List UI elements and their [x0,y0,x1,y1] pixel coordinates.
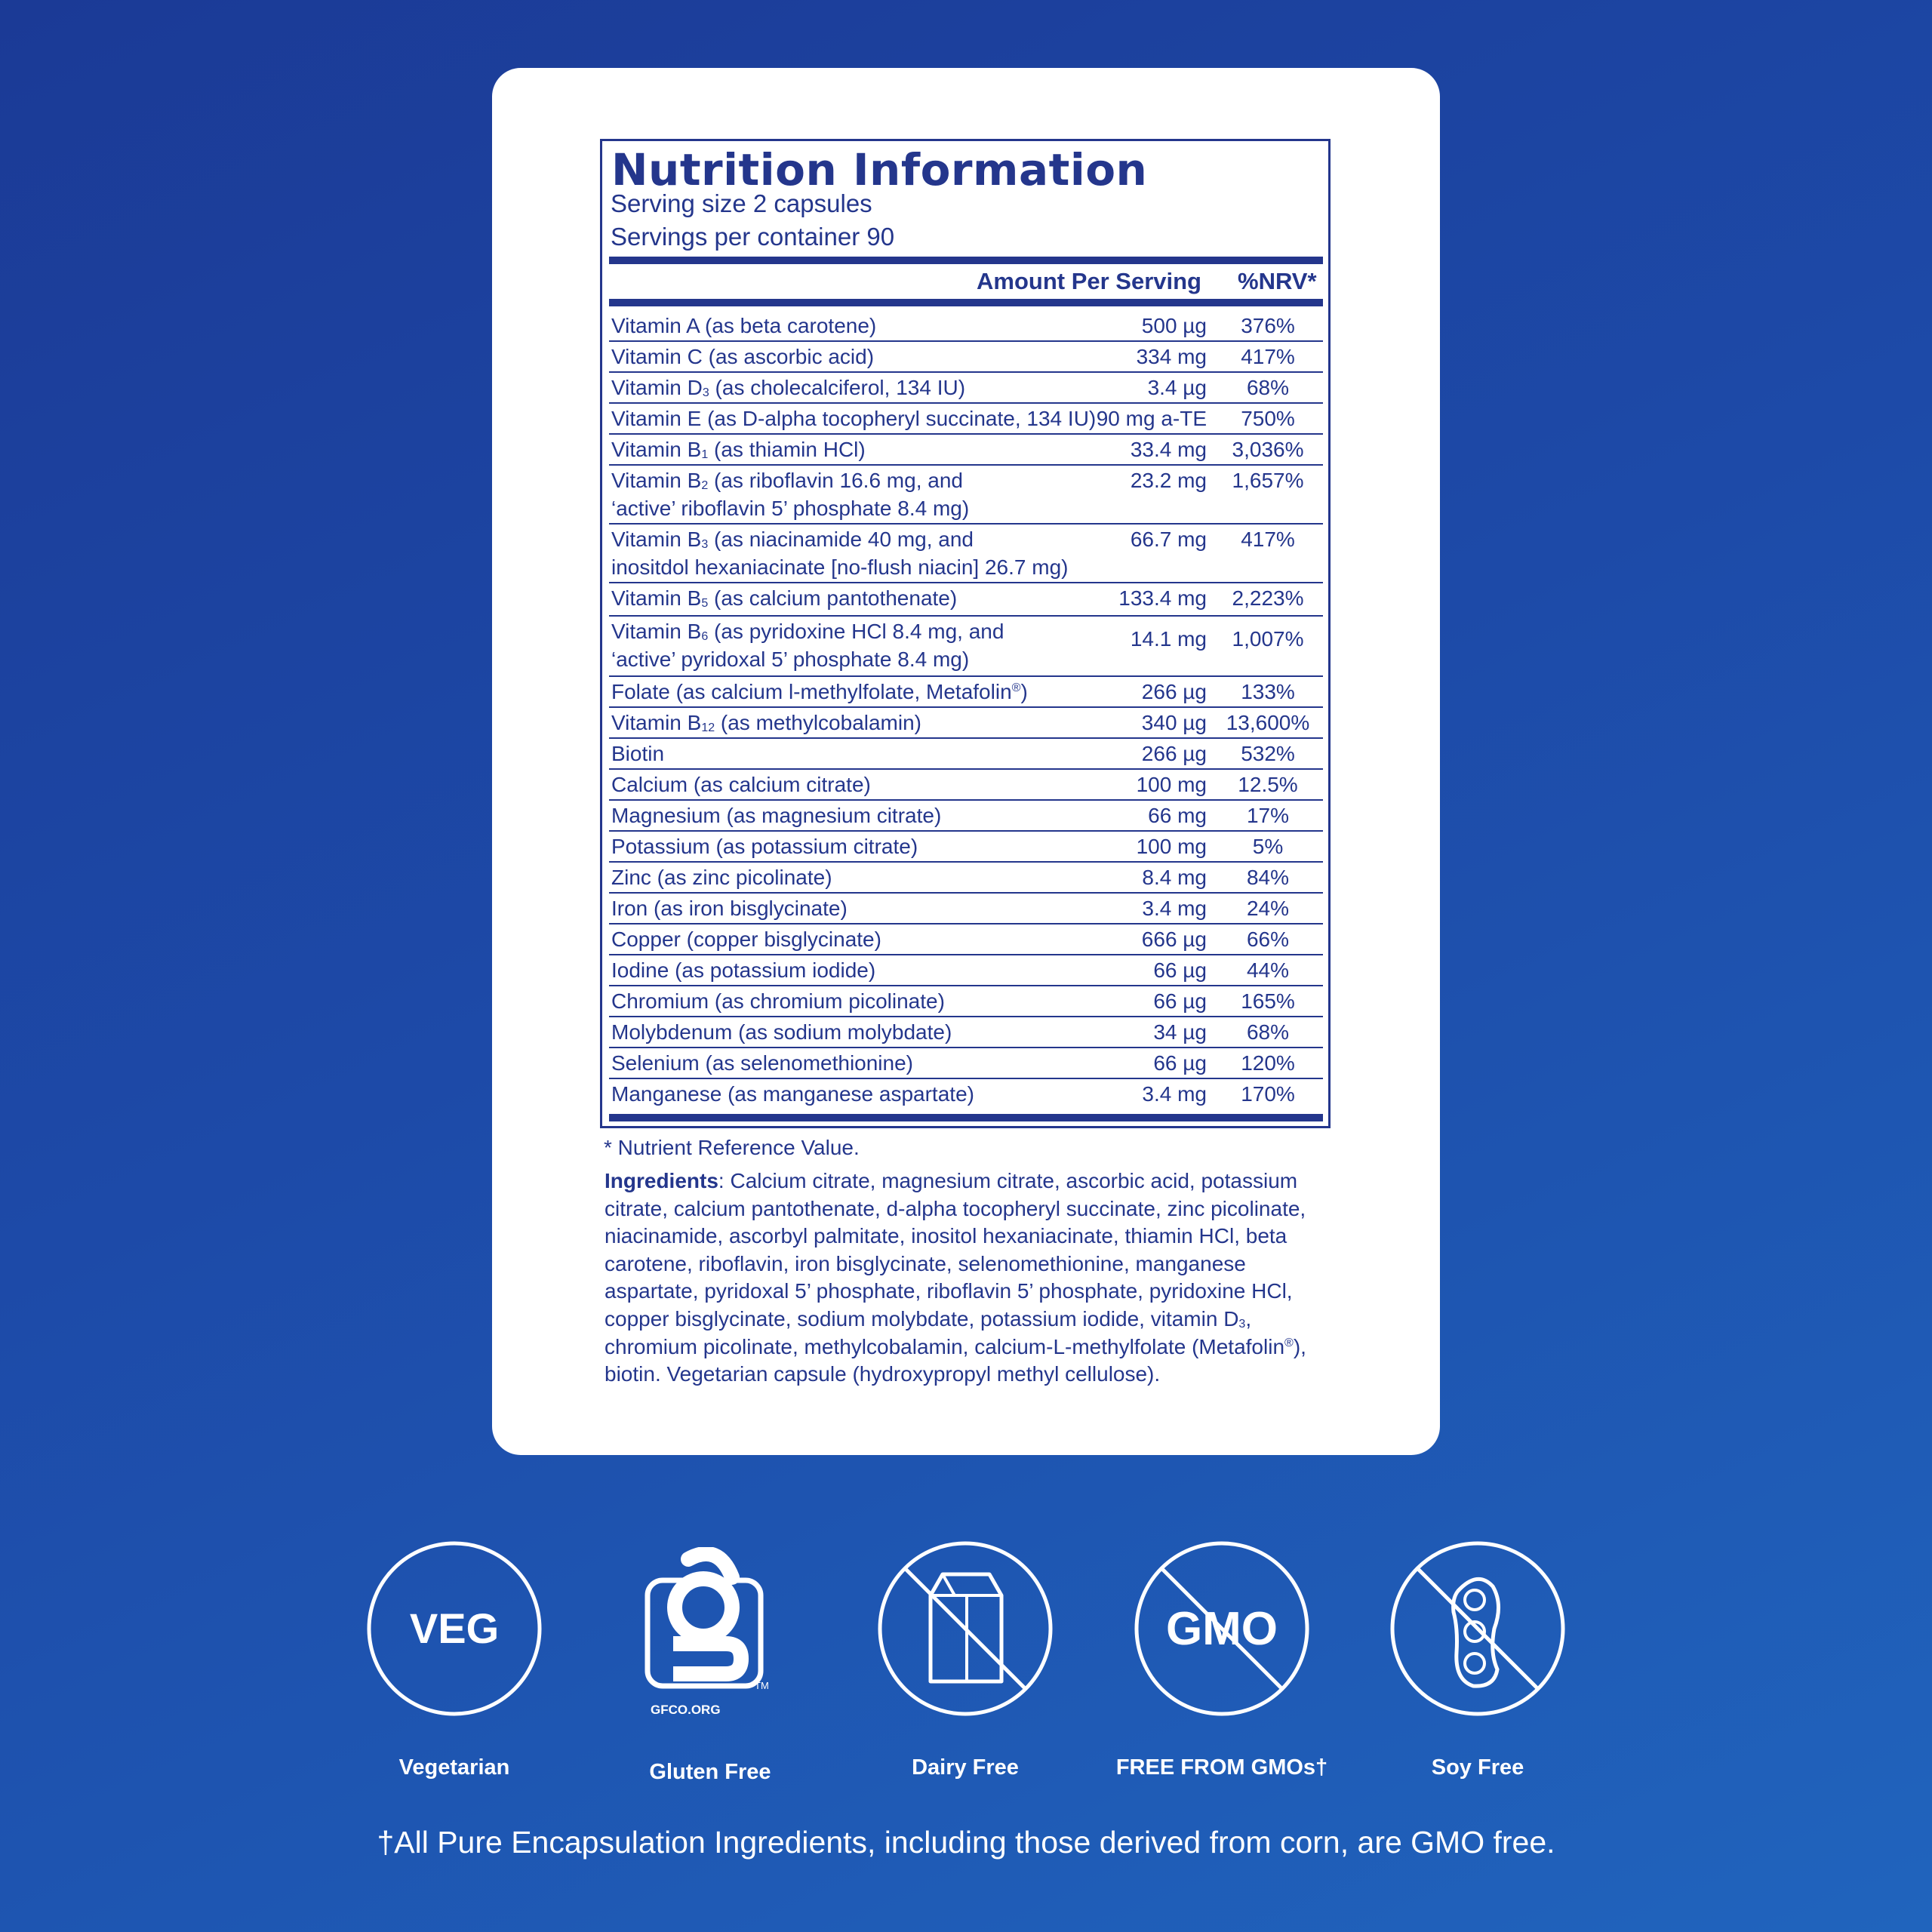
nutrient-row [609,861,1323,894]
serving-size: Serving size 2 capsules [611,189,872,217]
nutrient-row [609,309,1323,342]
nutrient-amount: 100 mg [1136,835,1207,858]
nutrient-nrv: 532% [1241,742,1295,765]
nutrient-nrv: 5% [1252,835,1284,858]
nutrient-name: Zinc (as zinc picolinate) [611,866,832,889]
nutrient-row [609,464,1323,525]
veg-icon-text: VEG [409,1604,500,1652]
nutrient-amount: 3.4 mg [1142,897,1207,920]
nutrient-nrv: 133% [1241,680,1295,703]
nutrient-nrv: 68% [1246,376,1290,399]
nutrient-nrv: 750% [1241,407,1295,430]
nutrient-nrv: 2,223% [1232,586,1304,610]
nutrient-nrv: 3,036% [1232,438,1304,461]
nutrient-name: Vitamin $B_6$ (as pyridoxine HCl 8.4 mg, and ‘active’ pyridoxal 5’ phosphate 8.4 mg) [611,620,1004,671]
nutrient-row [609,1078,1323,1109]
ingredients-body: : Calcium citrate, magnesium citrate, ascorbic acid, potassium citrate, calcium pantothenate, d-alpha tocopheryl succinate, zinc picolinate, niacinamide, ascorbyl palmitate, inositol hexaniacinate, thiamin HCl, beta carotene, riboflavin, iron bisglycinate, selenomethionine, manganese aspartate, pyridoxal 5’ phosphate, riboflavin 5’ phosphate, pyridoxine HCl, copper bisglycinate, sodium molybdate, potassium iodide, vitamin $D_3$, chromium picolinate, methylcobalamin, calcium-L-methylfolate (Metafolin®), biotin. Vegetarian capsule (hydroxypropyl methyl cellulose). [605,1169,1306,1386]
dairy-free-label: Dairy Free [912,1755,1019,1780]
nutrient-amount: 266 µg [1141,742,1207,765]
nutrient-amount: 133.4 mg [1118,586,1207,610]
bottom-rule [609,1114,1323,1121]
nutrient-amount: 334 mg [1136,345,1207,368]
nutrient-name: Copper (copper bisglycinate) [611,928,881,951]
nutrient-name: Chromium (as chromium picolinate) [611,989,945,1013]
nutrient-name: Vitamin C (as ascorbic acid) [611,345,875,368]
gmo-free-icon [1133,1540,1311,1718]
col-amount-header: Amount Per Serving [977,268,1201,294]
nutrient-row [609,768,1323,801]
nrv-footnote: * Nutrient Reference Value. [604,1136,860,1159]
trademark-text: TM [755,1680,769,1691]
nutrient-nrv: 1,657% [1232,469,1304,492]
gmo-footnote: †All Pure Encapsulation Ingredients, including those derived from corn, are GMO free. [377,1825,1555,1860]
nutrient-amount: 66 µg [1153,1051,1207,1075]
nutrient-name: Vitamin $B_1$ (as thiamin HCl) [611,438,866,461]
nutrient-row [609,1016,1323,1048]
dairy-free-badge [876,1540,1054,1718]
gmo-free-badge [1133,1540,1311,1718]
nutrient-amount: 666 µg [1141,928,1207,951]
nutrient-amount: 500 µg [1141,314,1207,337]
top-rule [609,257,1323,264]
nutrient-amount: 90 mg a-TE [1096,407,1207,430]
nutrient-name: Iron (as iron bisglycinate) [611,897,848,920]
nutrient-nrv: 13,600% [1226,711,1310,734]
nutrient-name: Vitamin E (as D-alpha tocopheryl succinate, 134 IU) [611,407,1097,430]
nutrient-nrv: 417% [1241,345,1295,368]
nutrient-amount: 3.4 mg [1142,1082,1207,1106]
nutrient-name: Potassium (as potassium citrate) [611,835,918,858]
nutrient-name: Magnesium (as magnesium citrate) [611,804,942,827]
nutrition-panel [600,139,1331,1128]
nutrient-nrv: 24% [1246,897,1290,920]
nutrient-amount: 66.7 mg [1130,528,1207,551]
nutrient-name: Folate (as calcium l-methylfolate, Metafolin®) [611,680,1028,703]
nutrient-amount: 66 µg [1153,958,1207,982]
nutrient-name: Iodine (as potassium iodide) [611,958,876,982]
nutrient-row [609,371,1323,404]
nutrient-name: Vitamin $D_3$ (as cholecalciferol, 134 IU) [611,376,966,399]
nutrient-amount: 3.4 µg [1147,376,1207,399]
gfco-icon [643,1547,779,1721]
nutrient-row [609,675,1323,708]
panel-title: Nutrition Information [611,144,1148,195]
vegetarian-badge [365,1540,543,1718]
nutrient-amount: 33.4 mg [1130,438,1207,461]
nutrient-amount: 340 µg [1141,711,1207,734]
nutrient-nrv: 17% [1246,804,1290,827]
nutrient-nrv: 376% [1241,314,1295,337]
nutrient-row [609,954,1323,986]
ingredients-text [605,1168,1314,1389]
nutrient-nrv: 120% [1241,1051,1295,1075]
nutrient-nrv: 44% [1246,958,1290,982]
nutrient-amount: 66 mg [1148,804,1207,827]
nutrient-row [609,706,1323,739]
nutrient-name: Molybdenum (as sodium molybdate) [611,1020,952,1044]
col-nrv-header: %NRV* [1238,268,1317,294]
ingredients-label: Ingredients [605,1169,718,1192]
nutrient-row [609,433,1323,466]
soy-free-icon [1389,1540,1567,1718]
nutrient-name: Vitamin $B_5$ (as calcium pantothenate) [611,586,958,610]
nutrient-name: Manganese (as manganese aspartate) [611,1082,974,1106]
servings-per-container: Servings per container 90 [611,223,895,251]
gfco-text: GFCO.ORG [651,1703,721,1717]
nutrient-nrv: 170% [1241,1082,1295,1106]
gluten-free-badge [643,1547,779,1721]
nutrient-row [609,799,1323,832]
nutrient-row [609,737,1323,770]
vegetarian-label: Vegetarian [398,1755,510,1780]
nutrient-nrv: 12.5% [1238,773,1298,796]
nutrient-name: Vitamin $B_{12}$ (as methylcobalamin) [611,711,921,734]
nutrient-amount: 266 µg [1141,680,1207,703]
nutrient-row [609,523,1323,583]
nutrient-row [609,830,1323,863]
nutrient-nrv: 68% [1246,1020,1290,1044]
nutrient-amount: 34 µg [1153,1020,1207,1044]
nutrient-row [609,582,1323,617]
nutrient-row [609,923,1323,955]
nutrient-name: Vitamin A (as beta carotene) [611,314,877,337]
nutrient-nrv: 165% [1241,989,1295,1013]
nutrient-name: Vitamin $B_3$ (as niacinamide 40 mg, and inositdol hexaniacinate [no-flush niacin] 26.7 mg) [611,528,1069,579]
nutrient-name: Selenium (as selenomethionine) [611,1051,913,1075]
gmo-icon-text: GMO [1165,1603,1278,1655]
soy-free-badge [1389,1540,1567,1718]
nutrient-nrv: 1,007% [1232,627,1304,651]
nutrient-amount: 8.4 mg [1142,866,1207,889]
nutrient-row [609,340,1323,373]
nutrient-nrv: 66% [1246,928,1290,951]
nutrient-amount: 23.2 mg [1130,469,1207,492]
nutrient-row [609,985,1323,1017]
veg-icon [365,1540,543,1718]
gluten-free-label: Gluten Free [649,1760,771,1784]
nutrient-name: Vitamin $B_2$ (as riboflavin 16.6 mg, and ‘active’ riboflavin 5’ phosphate 8.4 mg) [611,469,970,520]
nutrient-nrv: 84% [1246,866,1290,889]
nutrient-amount: 66 µg [1153,989,1207,1013]
nutrient-name: Calcium (as calcium citrate) [611,773,871,796]
dairy-free-icon [876,1540,1054,1718]
header-rule [609,299,1323,306]
soy-free-label: Soy Free [1431,1755,1524,1780]
nutrient-row [609,892,1323,924]
nutrient-nrv: 417% [1241,528,1295,551]
gmo-free-label: FREE FROM GMOs† [1115,1755,1328,1780]
nutrient-row [609,1047,1323,1079]
nutrient-amount: 14.1 mg [1130,627,1207,651]
nutrient-row [609,615,1323,677]
nutrient-row [609,402,1323,435]
nutrient-name: Biotin [611,742,665,765]
nutrient-amount: 100 mg [1136,773,1207,796]
